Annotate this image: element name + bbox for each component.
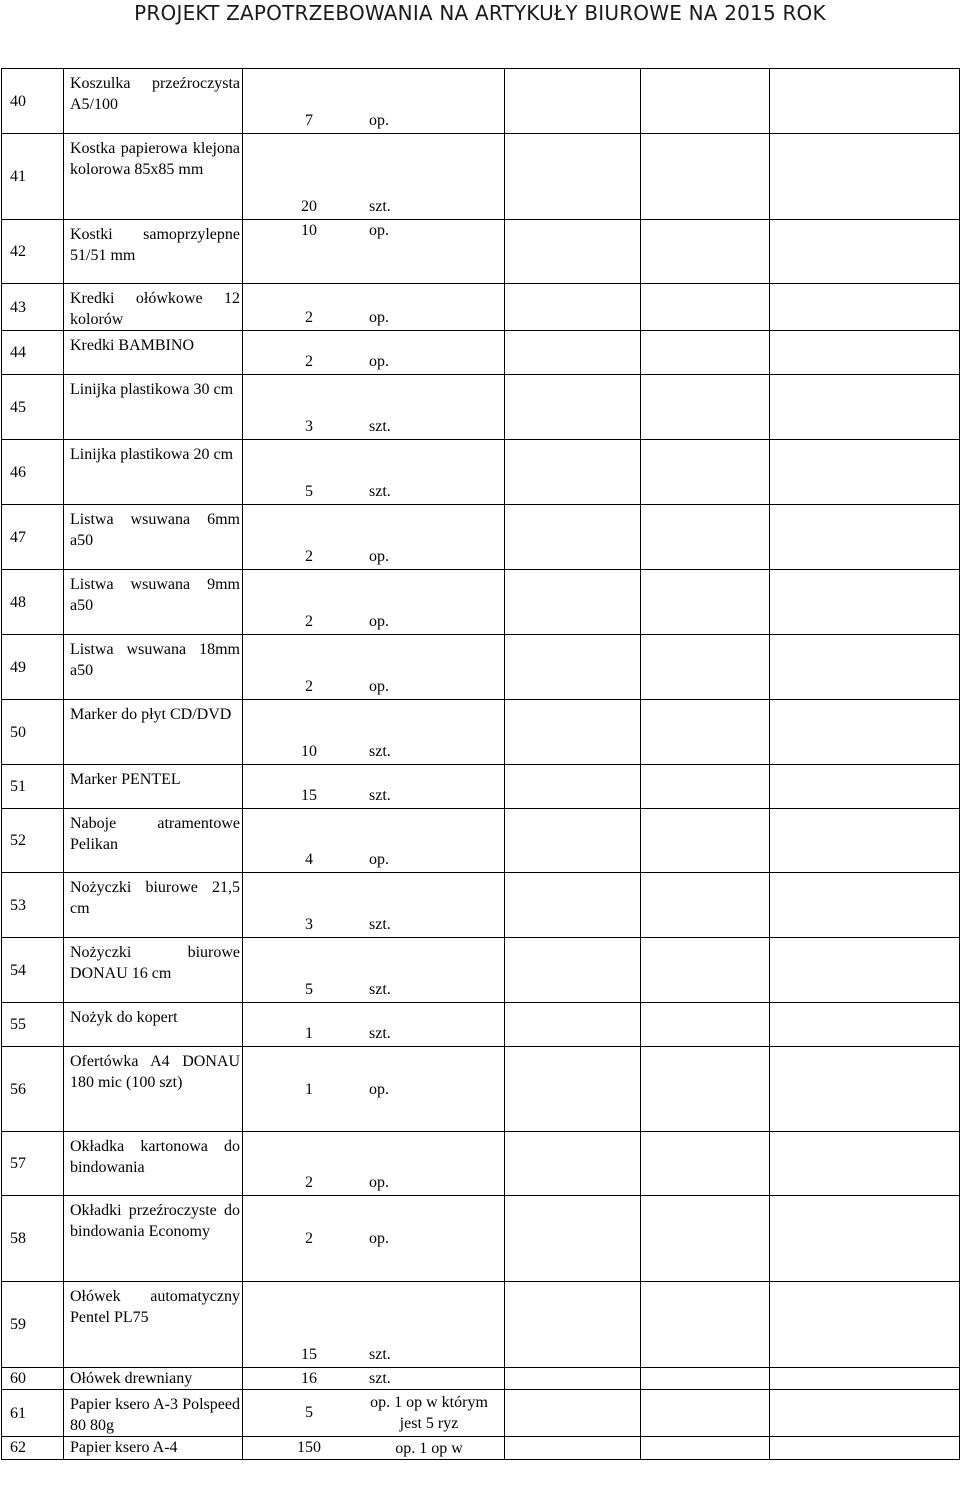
item-number: 54: [2, 938, 64, 1003]
empty-cell: [641, 809, 770, 873]
empty-cell: [505, 134, 641, 220]
empty-cell: [641, 1196, 770, 1282]
item-name: Kredki ołówkowe 12 kolorów: [64, 284, 243, 331]
empty-cell: [641, 1003, 770, 1047]
item-unit: szt.: [369, 1370, 391, 1387]
empty-cell: [505, 1368, 641, 1390]
empty-cell: [641, 1368, 770, 1390]
item-unit: szt.: [369, 483, 391, 500]
table-row: [2, 700, 960, 765]
item-quantity: 2: [305, 1174, 313, 1191]
item-quantity-cell: [243, 220, 505, 284]
item-name: Linijka plastikowa 30 cm: [64, 375, 243, 440]
item-name: Okładki przeźroczyste do bindowania Economy: [64, 1196, 243, 1282]
item-name: Ofertówka A4 DONAU 180 mic (100 szt): [64, 1047, 243, 1132]
empty-cell: [505, 1196, 641, 1282]
item-quantity-cell: [243, 570, 505, 635]
item-name: Okładka kartonowa do bindowania: [64, 1132, 243, 1196]
item-quantity: 150: [297, 1439, 321, 1456]
table-row: [2, 873, 960, 938]
item-unit: szt.: [369, 787, 391, 804]
empty-cell: [770, 938, 960, 1003]
empty-cell: [770, 809, 960, 873]
table-row: [2, 1132, 960, 1196]
empty-cell: [641, 1390, 770, 1437]
item-unit: op.: [369, 548, 389, 565]
empty-cell: [505, 700, 641, 765]
table-row: [2, 375, 960, 440]
item-quantity-cell: [243, 440, 505, 505]
item-number: 53: [2, 873, 64, 938]
item-name: Ołówek automatyczny Pentel PL75: [64, 1282, 243, 1368]
item-number: 60: [2, 1368, 64, 1390]
table-row: [2, 1437, 960, 1460]
item-unit: op.: [369, 309, 389, 326]
item-name: Marker PENTEL: [64, 765, 243, 809]
table-row: [2, 220, 960, 284]
empty-cell: [770, 570, 960, 635]
empty-cell: [770, 1282, 960, 1368]
item-quantity: 1: [305, 1025, 313, 1042]
table-row: [2, 1047, 960, 1132]
empty-cell: [770, 505, 960, 570]
item-name: Nożyczki biurowe 21,5 cm: [64, 873, 243, 938]
item-quantity: 2: [305, 613, 313, 630]
item-name: Marker do płyt CD/DVD: [64, 700, 243, 765]
empty-cell: [770, 1196, 960, 1282]
empty-cell: [505, 284, 641, 331]
item-unit: szt.: [369, 418, 391, 435]
item-number: 46: [2, 440, 64, 505]
item-name: Papier ksero A-4: [64, 1437, 243, 1460]
item-unit: szt.: [369, 1346, 391, 1363]
empty-cell: [641, 700, 770, 765]
item-name: Naboje atramentowe Pelikan: [64, 809, 243, 873]
table-row: [2, 1282, 960, 1368]
item-quantity: 7: [305, 112, 313, 129]
table-row: [2, 331, 960, 375]
item-quantity: 20: [301, 198, 317, 215]
item-number: 47: [2, 505, 64, 570]
empty-cell: [505, 505, 641, 570]
item-quantity-cell: [243, 700, 505, 765]
item-quantity: 2: [305, 353, 313, 370]
item-quantity-cell: [243, 505, 505, 570]
item-quantity: 10: [301, 222, 317, 239]
empty-cell: [505, 1437, 641, 1460]
empty-cell: [770, 69, 960, 134]
empty-cell: [641, 765, 770, 809]
empty-cell: [505, 938, 641, 1003]
supplies-table: [1, 68, 960, 1460]
item-quantity: 5: [305, 1403, 313, 1421]
empty-cell: [770, 873, 960, 938]
item-number: 55: [2, 1003, 64, 1047]
item-quantity: 4: [305, 851, 313, 868]
item-quantity-cell: [243, 1047, 505, 1132]
item-number: 56: [2, 1047, 64, 1132]
item-number: 49: [2, 635, 64, 700]
item-quantity-cell: [243, 765, 505, 809]
empty-cell: [770, 331, 960, 375]
item-unit: op.: [369, 222, 389, 239]
empty-cell: [770, 284, 960, 331]
item-quantity: 2: [305, 678, 313, 695]
empty-cell: [770, 765, 960, 809]
item-unit: szt.: [369, 198, 391, 215]
item-quantity-cell: [243, 69, 505, 134]
empty-cell: [770, 220, 960, 284]
item-quantity-cell: [243, 873, 505, 938]
empty-cell: [770, 700, 960, 765]
empty-cell: [505, 331, 641, 375]
item-quantity-cell: [243, 1132, 505, 1196]
empty-cell: [505, 1003, 641, 1047]
item-unit: op.: [369, 1174, 389, 1191]
empty-cell: [770, 635, 960, 700]
table-row: [2, 134, 960, 220]
item-unit: op.: [369, 112, 389, 129]
empty-cell: [770, 1003, 960, 1047]
empty-cell: [641, 134, 770, 220]
empty-cell: [641, 440, 770, 505]
table-row: [2, 1196, 960, 1282]
empty-cell: [505, 570, 641, 635]
item-quantity: 1: [305, 1080, 313, 1098]
empty-cell: [770, 1437, 960, 1460]
table-row: [2, 570, 960, 635]
empty-cell: [505, 873, 641, 938]
empty-cell: [770, 1047, 960, 1132]
item-quantity: 2: [305, 1230, 313, 1247]
item-number: 61: [2, 1390, 64, 1437]
empty-cell: [505, 69, 641, 134]
table-row: [2, 505, 960, 570]
empty-cell: [641, 331, 770, 375]
item-number: 57: [2, 1132, 64, 1196]
item-unit: szt.: [369, 916, 391, 933]
empty-cell: [641, 375, 770, 440]
empty-cell: [641, 635, 770, 700]
item-number: 58: [2, 1196, 64, 1282]
item-unit: op.: [369, 353, 389, 370]
item-unit: op.: [369, 1080, 389, 1098]
empty-cell: [505, 1047, 641, 1132]
item-unit: op. 1 op w: [395, 1439, 463, 1457]
item-name: Koszulka przeźroczysta A5/100: [64, 69, 243, 134]
table-row: [2, 1003, 960, 1047]
empty-cell: [505, 375, 641, 440]
item-number: 42: [2, 220, 64, 284]
item-quantity-cell: [243, 1437, 505, 1460]
empty-cell: [505, 440, 641, 505]
empty-cell: [641, 1047, 770, 1132]
item-unit: szt.: [369, 743, 391, 760]
item-name: Nożyk do kopert: [64, 1003, 243, 1047]
item-quantity: 15: [301, 1346, 317, 1363]
table-row: [2, 284, 960, 331]
table-row: [2, 809, 960, 873]
item-name: Papier ksero A-3 Polspeed 80 80g: [64, 1390, 243, 1437]
empty-cell: [641, 220, 770, 284]
item-unit: op.: [369, 1230, 389, 1247]
item-name: Listwa wsuwana 18mm a50: [64, 635, 243, 700]
item-quantity-cell: [243, 938, 505, 1003]
empty-cell: [770, 134, 960, 220]
item-number: 52: [2, 809, 64, 873]
table-row: [2, 765, 960, 809]
item-quantity-cell: [243, 635, 505, 700]
item-unit: szt.: [369, 981, 391, 998]
item-number: 45: [2, 375, 64, 440]
item-number: 43: [2, 284, 64, 331]
empty-cell: [505, 635, 641, 700]
item-unit: op.: [369, 851, 389, 868]
empty-cell: [770, 375, 960, 440]
table-row: [2, 635, 960, 700]
empty-cell: [505, 765, 641, 809]
item-number: 59: [2, 1282, 64, 1368]
item-quantity-cell: [243, 1003, 505, 1047]
item-name: Kostka papierowa klejona kolorowa 85x85 mm: [64, 134, 243, 220]
item-quantity-cell: [243, 1368, 505, 1390]
item-quantity: 5: [305, 483, 313, 500]
empty-cell: [770, 1132, 960, 1196]
table-row: [2, 1368, 960, 1390]
empty-cell: [641, 938, 770, 1003]
item-name: Kredki BAMBINO: [64, 331, 243, 375]
item-name: Kostki samoprzylepne 51/51 mm: [64, 220, 243, 284]
empty-cell: [770, 1390, 960, 1437]
item-quantity-cell: [243, 1390, 505, 1437]
item-quantity-cell: [243, 134, 505, 220]
item-number: 41: [2, 134, 64, 220]
item-quantity-cell: [243, 331, 505, 375]
item-quantity-cell: [243, 1282, 505, 1368]
empty-cell: [770, 440, 960, 505]
empty-cell: [770, 1368, 960, 1390]
empty-cell: [505, 1390, 641, 1437]
item-unit: op. 1 op w którym jest 5 ryz: [370, 1394, 488, 1432]
item-quantity-cell: [243, 375, 505, 440]
empty-cell: [641, 873, 770, 938]
table-row: [2, 1390, 960, 1437]
item-unit: op.: [369, 678, 389, 695]
item-quantity-cell: [243, 809, 505, 873]
item-quantity: 10: [301, 743, 317, 760]
empty-cell: [641, 69, 770, 134]
item-number: 50: [2, 700, 64, 765]
empty-cell: [505, 1132, 641, 1196]
item-unit: szt.: [369, 1025, 391, 1042]
empty-cell: [641, 570, 770, 635]
item-number: 48: [2, 570, 64, 635]
item-quantity: 5: [305, 981, 313, 998]
table-row: [2, 440, 960, 505]
item-quantity: 2: [305, 548, 313, 565]
item-quantity: 15: [301, 787, 317, 804]
item-quantity: 3: [305, 916, 313, 933]
item-quantity: 3: [305, 418, 313, 435]
item-name: Ołówek drewniany: [64, 1368, 243, 1390]
empty-cell: [641, 1282, 770, 1368]
item-name: Linijka plastikowa 20 cm: [64, 440, 243, 505]
empty-cell: [641, 1132, 770, 1196]
empty-cell: [505, 1282, 641, 1368]
item-number: 51: [2, 765, 64, 809]
empty-cell: [641, 1437, 770, 1460]
page-title: PROJEKT ZAPOTRZEBOWANIA NA ARTYKUŁY BIUROWE NA 2015 ROK: [134, 1, 826, 25]
item-quantity: 16: [301, 1370, 317, 1387]
empty-cell: [505, 220, 641, 284]
empty-cell: [505, 809, 641, 873]
table-row: [2, 69, 960, 134]
empty-cell: [641, 505, 770, 570]
item-name: Nożyczki biurowe DONAU 16 cm: [64, 938, 243, 1003]
item-number: 62: [2, 1437, 64, 1460]
table-row: [2, 938, 960, 1003]
item-number: 40: [2, 69, 64, 134]
item-quantity-cell: [243, 284, 505, 331]
item-number: 44: [2, 331, 64, 375]
item-name: Listwa wsuwana 6mm a50: [64, 505, 243, 570]
item-quantity: 2: [305, 309, 313, 326]
empty-cell: [641, 284, 770, 331]
item-unit: op.: [369, 613, 389, 630]
item-name: Listwa wsuwana 9mm a50: [64, 570, 243, 635]
item-quantity-cell: [243, 1196, 505, 1282]
